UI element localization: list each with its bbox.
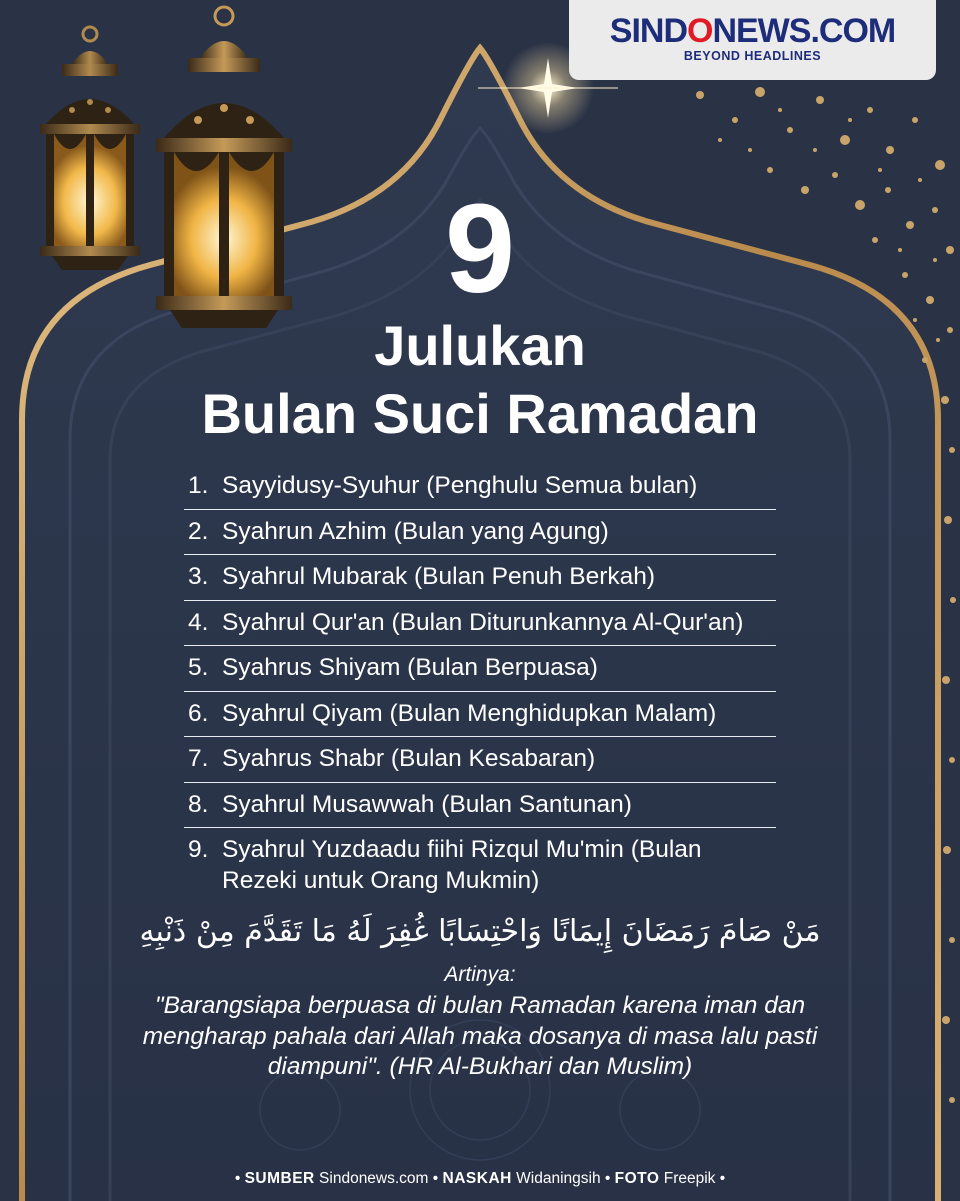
logo-accent-letter: O: [687, 12, 713, 50]
credits-footer: [0, 1170, 960, 1188]
list-item-number: 2.: [188, 517, 209, 545]
hadith-translation: "Barangsiapa berpuasa di bulan Ramadan karena iman dan mengharap pahala dari Allah maka dosanya di masa lalu pasti diampuni". (HR Al-Bukhari dan Muslim): [142, 992, 818, 1081]
list-item: [184, 828, 776, 896]
list-item-text: Syahrus Shabr (Bulan Kesabaran): [222, 745, 596, 772]
list-item-text: Sayyidusy-Syuhur (Penghulu Semua bulan): [222, 472, 698, 499]
logo-text: SINDONEWS.COM: [609, 12, 896, 50]
list-item-text: Syahrus Shiyam (Bulan Berpuasa): [222, 654, 598, 681]
logo-tagline: BEYOND HEADLINES: [683, 49, 822, 63]
list-item-number: 4.: [188, 608, 209, 636]
credit-photo-value: Freepik: [663, 1170, 716, 1187]
list-item-number: 5.: [188, 654, 209, 681]
hadith-arabic-text: مَنْ صَامَ رَمَضَانَ إِيمَانًا وَاحْتِسَابًا غُفِرَ لَهُ مَا تَقَدَّمَ مِنْ ذَنْبِهِ: [139, 914, 821, 949]
hadith-meaning-label: Artinya:: [444, 963, 516, 986]
list-item: [184, 737, 776, 783]
list-item: [184, 783, 776, 829]
credit-source-label: SUMBER: [244, 1170, 315, 1187]
list-item-text: Syahrul Mubarak (Bulan Penuh Berkah): [222, 563, 656, 590]
bullet: •: [719, 1170, 726, 1187]
list-item-number: 7.: [188, 745, 209, 772]
credit-photo-label: FOTO: [614, 1170, 660, 1187]
headline-title-line-2: Bulan Suci Ramadan: [201, 382, 759, 445]
headline-number: 9: [444, 178, 516, 319]
ramadan-names-list: [184, 464, 776, 896]
list-item: [184, 601, 776, 647]
bullet: •: [432, 1170, 439, 1187]
credit-writer-label: NASKAH: [442, 1170, 512, 1187]
bullet: •: [604, 1170, 611, 1187]
list-item-text: Syahrul Qur'an (Bulan Diturunkannya Al-Qur'an): [222, 608, 744, 636]
list-item-number: 6.: [188, 699, 209, 727]
list-item-number: 3.: [188, 563, 209, 590]
list-item-text: Syahrul Yuzdaadu fiihi Rizqul Mu'min (Bulan Rezeki untuk Orang Mukmin): [222, 836, 702, 894]
bullet: •: [234, 1170, 241, 1187]
list-item-number: 9.: [188, 836, 209, 863]
sindonews-logo: [569, 0, 936, 80]
list-item-text: Syahrul Qiyam (Bulan Menghidupkan Malam): [222, 699, 717, 727]
list-item-text: Syahrun Azhim (Bulan yang Agung): [222, 517, 609, 545]
list-item-number: 8.: [188, 790, 209, 818]
list-item-text: Syahrul Musawwah (Bulan Santunan): [222, 790, 632, 818]
list-item-number: 1.: [188, 472, 209, 499]
list-item: [184, 464, 776, 510]
credit-source-value: Sindonews.com: [319, 1170, 429, 1187]
list-item: [184, 692, 776, 738]
list-item: [184, 646, 776, 692]
headline-title-line-1: Julukan: [374, 314, 586, 377]
credit-writer-value: Widaningsih: [516, 1170, 601, 1187]
list-item: [184, 510, 776, 556]
list-item: [184, 555, 776, 601]
